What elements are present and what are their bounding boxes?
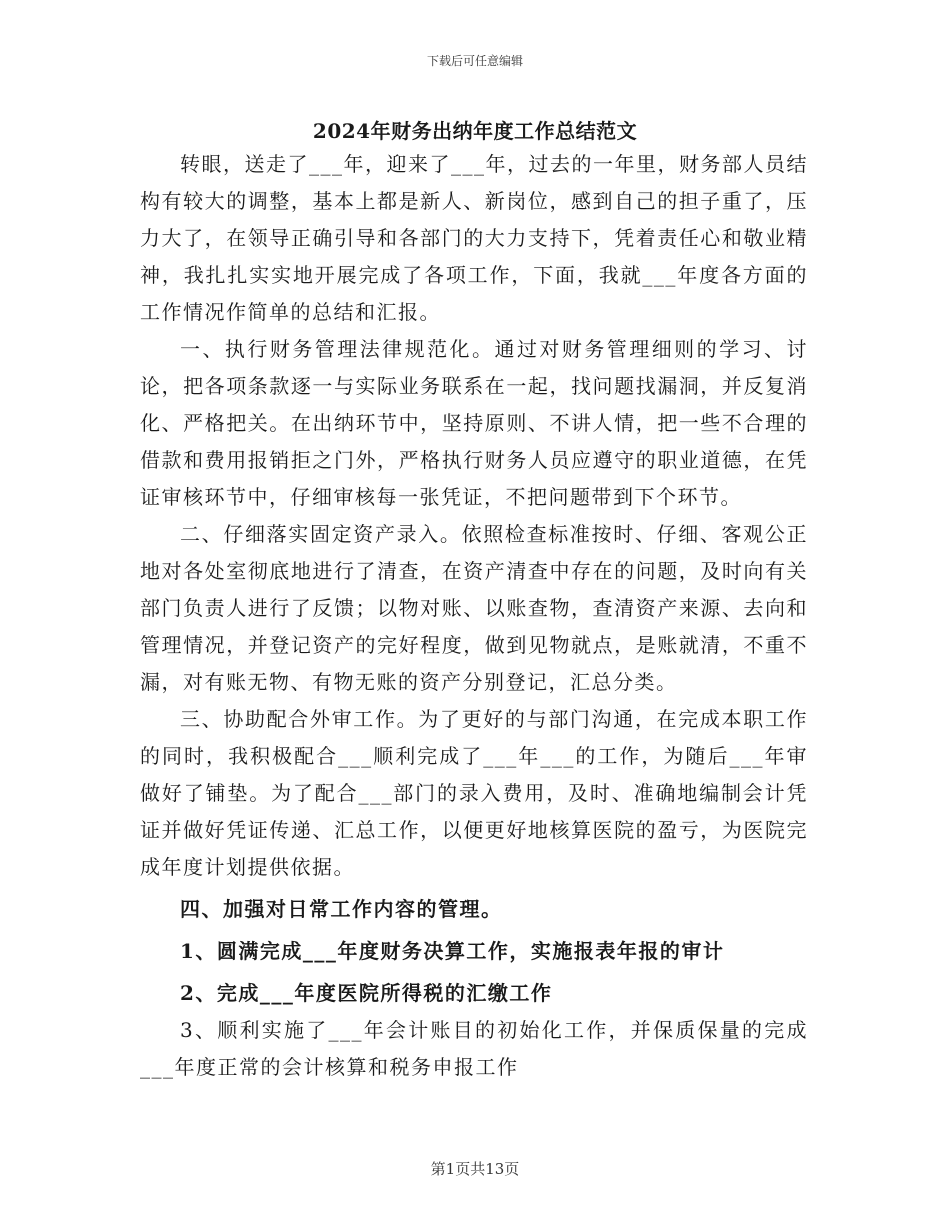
section-one-paragraph: 一、执行财务管理法律规范化。通过对财务管理细则的学习、讨论，把各项条款逐一与实际业务联系在一起，找问题找漏洞，并反复消化、严格把关。在出纳环节中，坚持原则、不讲人情，把一些不合理的借款和费用报销拒之门外，严格执行财务人员应遵守的职业道德，在凭证审核环节中，仔细审核每一张凭证，不把问题带到下个环节。 — [140, 337, 808, 509]
document-body — [140, 146, 808, 1086]
header-note: 下载后可任意编辑 — [426, 54, 523, 68]
list-item-2: 2、完成___年度医院所得税的汇缴工作 — [180, 981, 553, 1005]
section-four-heading: 四、加强对日常工作内容的管理。 — [180, 897, 503, 921]
list-item-3: 3、顺利实施了___年会计账目的初始化工作，并保质保量的完成___年度正常的会计核算和税务申报工作 — [140, 1018, 808, 1079]
intro-paragraph: 转眼，送走了___年，迎来了___年，过去的一年里，财务部人员结构有较大的调整，基本上都是新人、新岗位，感到自己的担子重了，压力大了，在领导正确引导和各部门的大力支持下，凭着责任心和敬业精神，我扎扎实实地开展完成了各项工作，下面，我就___年度各方面的工作情况作简单的总结和汇报。 — [140, 152, 808, 324]
page-number-footer: 第1页共13页 — [430, 1160, 520, 1178]
document-title: 2024年财务出纳年度工作总结范文 — [312, 119, 638, 143]
section-two-paragraph: 二、仔细落实固定资产录入。依照检查标准按时、仔细、客观公正地对各处室彻底地进行了清查，在资产清查中存在的问题，及时向有关部门负责人进行了反馈；以物对账、以账查物，查清资产来源、去向和管理情况，并登记资产的完好程度，做到见物就点，是账就清，不重不漏，对有账无物、有物无账的资产分别登记，汇总分类。 — [140, 522, 808, 694]
list-item-1: 1、圆满完成___年度财务决算工作，实施报表年报的审计 — [180, 939, 725, 963]
section-three-paragraph: 三、协助配合外审工作。为了更好的与部门沟通，在完成本职工作的同时，我积极配合___顺利完成了___年___的工作，为随后___年审做好了铺垫。为了配合___部门的录入费用，及时、准确地编制会计凭证并做好凭证传递、汇总工作，以便更好地核算医院的盈亏，为医院完成年度计划提供依据。 — [140, 707, 808, 879]
